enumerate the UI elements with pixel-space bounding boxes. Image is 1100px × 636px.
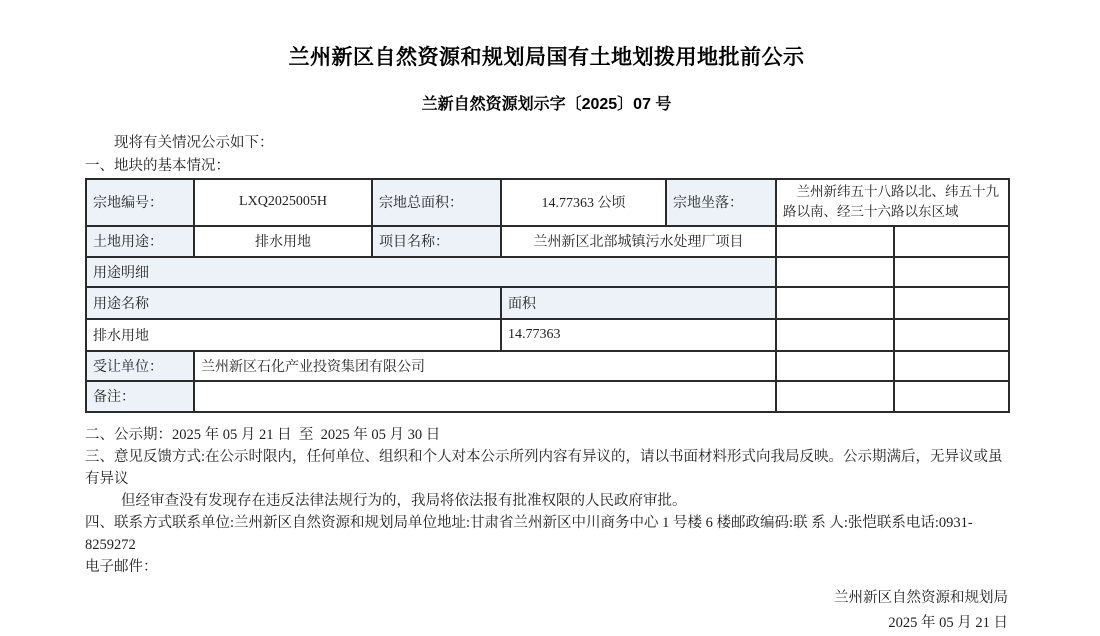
empty-cell (776, 257, 894, 287)
project-name-value-cell: 兰州新区北部城镇污水处理厂项目 (501, 226, 776, 257)
parcel-no-label-cell: 宗地编号： (86, 179, 194, 226)
empty-cell (776, 381, 894, 412)
table-row (86, 319, 1009, 351)
location-value-cell: 兰州新纬五十八路以北、纬五十九路以南、经三十六路以东区域 (776, 179, 1009, 226)
table-row (86, 179, 1009, 226)
section1-heading: 一、地块的基本情况： (85, 158, 230, 174)
total-area-label-cell: 宗地总面积： (372, 179, 501, 226)
parcel-info-table (85, 178, 1010, 413)
empty-cell (894, 319, 1009, 351)
empty-cell (894, 287, 1009, 319)
table-row (86, 381, 1009, 412)
empty-cell (776, 351, 894, 381)
table-row (86, 351, 1009, 381)
total-area-value-cell: 14.77363 公顷 (501, 179, 666, 226)
empty-cell (894, 381, 1009, 412)
table-row (86, 287, 1009, 319)
section2-publicity-period: 二、公示期：2025 年 05 月 21 日 至 2025 年 05 月 30 日 (85, 426, 441, 443)
signature-org: 兰州新区自然资源和规划局 (834, 589, 1008, 606)
section4-contact-line2: 电子邮件： (85, 558, 158, 575)
grantee-label-cell: 受让单位： (86, 351, 194, 381)
table-row (86, 257, 1009, 287)
doc-number: 兰新自然资源划示字〔2025〕07 号 (421, 96, 672, 113)
intro-line: 现将有关情况公示如下： (114, 135, 274, 151)
section4-contact-line1: 四、联系方式联系单位:兰州新区自然资源和规划局单位地址:甘肃省兰州新区中川商务中心 1 号楼 6 楼邮政编码:联 系 人:张恺联系电话:0931-8259272 (85, 514, 973, 553)
empty-cell (894, 257, 1009, 287)
empty-cell (776, 319, 894, 351)
area-header-cell: 面积 (501, 287, 776, 319)
remarks-value-cell (194, 381, 776, 412)
empty-cell (894, 351, 1009, 381)
section3-feedback-line1: 三、意见反馈方式:在公示时限内，任何单位、组织和个人对本公示所列内容有异议的，请以书面材料形式向我局反映。公示期满后，无异议或虽有异议 (85, 448, 1003, 487)
remarks-label-cell: 备注： (86, 381, 194, 412)
signature-date: 2025 年 05 月 21 日 (888, 614, 1008, 631)
location-label-cell: 宗地坐落： (666, 179, 776, 226)
empty-cell (776, 287, 894, 319)
section3-feedback-line2: 但经审查没有发现存在违反法律法规行为的，我局将依法报有批准权限的人民政府审批。 (121, 492, 687, 509)
table-row (86, 226, 1009, 257)
use-name-value-cell: 排水用地 (86, 319, 501, 351)
land-use-value-cell: 排水用地 (194, 226, 372, 257)
page-title: 兰州新区自然资源和规划局国有土地划拨用地批前公示 (288, 46, 805, 69)
grantee-value-cell: 兰州新区石化产业投资集团有限公司 (194, 351, 776, 381)
use-detail-header-cell: 用途明细 (86, 257, 776, 287)
land-use-label-cell: 土地用途： (86, 226, 194, 257)
area-value-cell: 14.77363 (501, 319, 776, 351)
parcel-no-value-cell: LXQ2025005H (194, 179, 372, 226)
project-name-label-cell: 项目名称： (372, 226, 501, 257)
empty-cell (894, 226, 1009, 257)
signature-block (85, 586, 1008, 636)
empty-cell (776, 226, 894, 257)
use-name-header-cell: 用途名称 (86, 287, 501, 319)
